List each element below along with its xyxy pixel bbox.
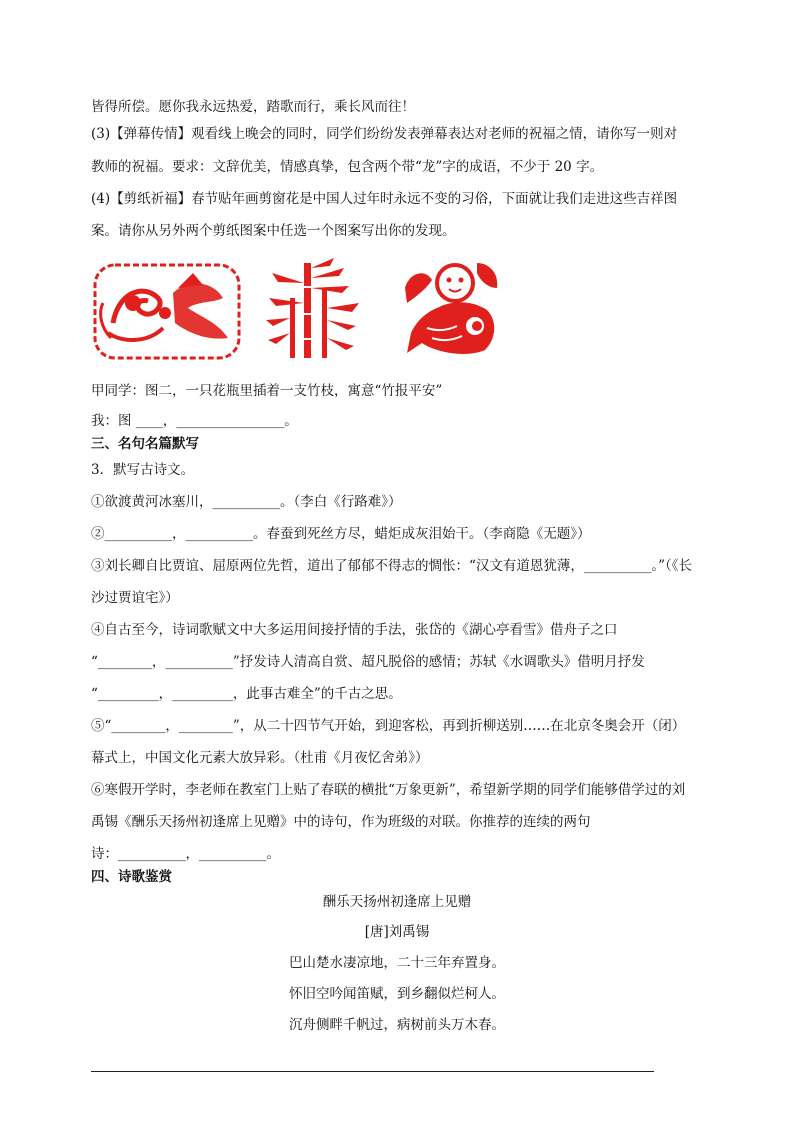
poem-item-4-line-2: “________，__________”抒发诗人清高自赏、超凡脱俗的感情；苏轼《水调歌头》借明月抒发 (91, 654, 645, 670)
question-3-line-1: (3)【弹幕传情】观看线上晚会的同时，同学们纷纷发表弹幕表达对老师的祝福之情，请你写一则对 (91, 126, 678, 142)
poem-author: [唐]刘禹锡 (364, 924, 430, 940)
poem-item-6-line-3: 诗：__________，__________。 (91, 846, 280, 862)
poem-item-2: ②__________，__________。春蚕到死丝方尽，蜡炬成灰泪始干。（李商隐《无题》） (91, 526, 591, 542)
poem-item-3-line-1: ③刘长卿自比贾谊、屈原两位先哲，道出了郁郁不得志的惆怅：“汉文有道恩犹薄，__________。”（《长 (91, 558, 693, 574)
poem-line-1: 巴山楚水凄凉地，二十三年弃置身。 (289, 955, 505, 971)
footer-rule (91, 1071, 654, 1072)
question-4-line-2: 案。请你从另外两个剪纸图案中任选一个图案写出你的发现。 (91, 223, 456, 239)
poem-item-1: ①欲渡黄河冰塞川，__________。（李白《行路难》） (91, 494, 402, 510)
poem-item-5-line-1: ⑤“________，________”，从二十四节气开始，到迎客松，再到折柳送别……在北京冬奥会开（闭） (91, 718, 686, 734)
section-4-title: 四、诗歌鉴赏 (91, 869, 172, 885)
child-fish-lotus-papercut-image (397, 258, 505, 360)
example-answer-line: 甲同学：图二，一只花瓶里插着一支竹枝，寓意“竹报平安” (91, 383, 443, 399)
section-3-title: 三、名句名篇默写 (91, 436, 199, 452)
dragon-phoenix-papercut-image (93, 263, 241, 360)
poem-line-2: 怀旧空吟闻笛赋，到乡翻似烂柯人。 (289, 986, 505, 1002)
question-3-line-2: 教师的祝福。要求：文辞优美，情感真挚，包含两个带“龙”字的成语，不少于 20 字。 (91, 159, 604, 175)
poem-item-4-line-3: “_________，_________，此事古难全”的千古之思。 (91, 686, 402, 702)
poem-item-6-line-2: 禹锡《酬乐天扬州初逢席上见赠》中的诗句，作为班级的对联。你推荐的连续的两句 (91, 814, 591, 830)
my-answer-line: 我：图 ____，________________。 (91, 413, 298, 429)
poem-item-5-line-2: 幕式上，中国文化元素大放异彩。（杜甫《月夜忆舍弟》） (91, 750, 429, 766)
bamboo-papercut-image (264, 258, 364, 360)
intro-line: 皆得所偿。愿你我永远热爱，踏歌而行，乘长风而往！ (91, 99, 415, 115)
poem-line-3: 沉舟侧畔千帆过，病树前头万木春。 (289, 1017, 505, 1033)
poem-title: 酬乐天扬州初逢席上见赠 (322, 894, 472, 910)
poem-item-6-line-1: ⑥寒假开学时，李老师在教室门上贴了春联的横批“万象更新”，希望新学期的同学们能够借学过的刘 (91, 782, 686, 798)
question-4-line-1: (4)【剪纸祈福】春节贴年画剪窗花是中国人过年时永远不变的习俗，下面就让我们走进这些吉祥图 (91, 191, 678, 207)
poem-item-3-line-2: 沙过贾谊宅》） (91, 590, 179, 606)
question-3-intro: 3．默写古诗文。 (91, 462, 195, 478)
poem-item-4-line-1: ④自古至今，诗词歌赋文中大多运用间接抒情的手法，张岱的《湖心亭看雪》借舟子之口 (91, 622, 618, 638)
